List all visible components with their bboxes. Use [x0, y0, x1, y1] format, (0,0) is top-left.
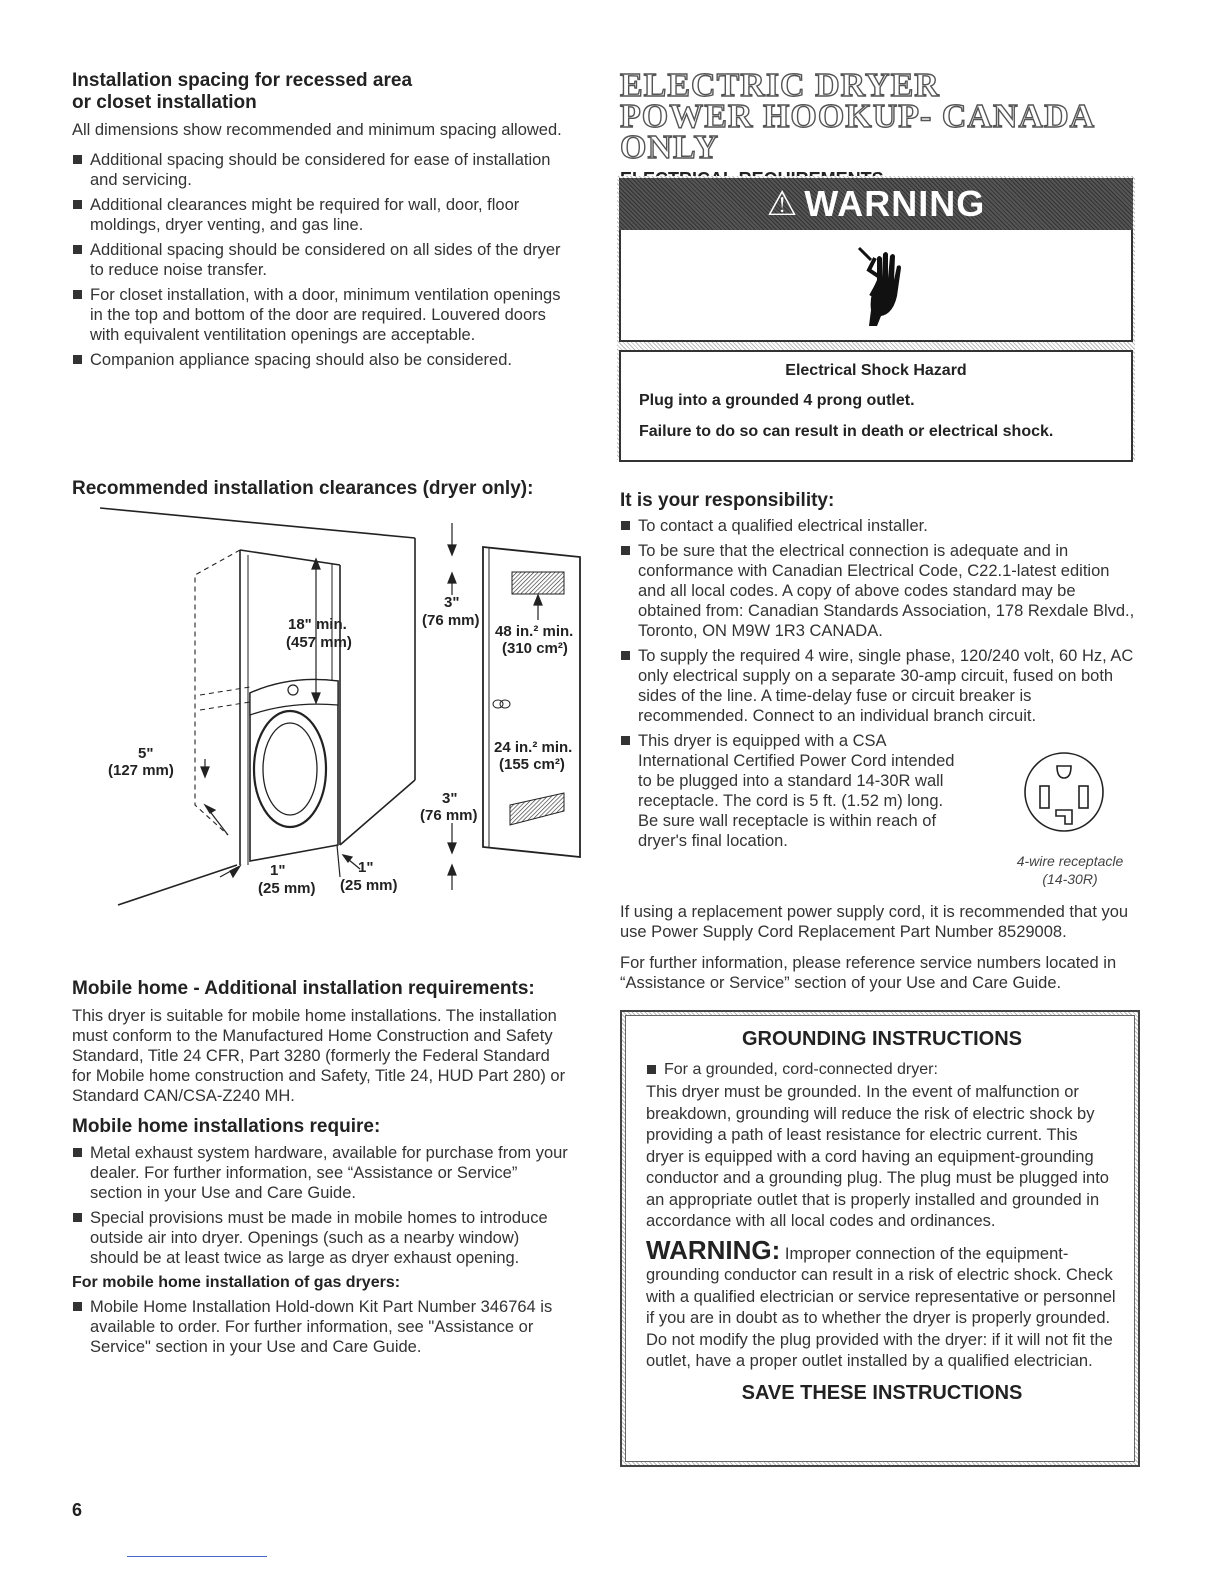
warning-line-1: Plug into a grounded 4 prong outlet.: [639, 392, 915, 409]
page-number: 6: [72, 1500, 83, 1520]
list-item: For closet installation, with a door, minimum ventilation openings in the top and bottom of the door are required. Louvered doors with equivalent ventilitation openings are acceptable.: [72, 285, 562, 345]
warning-bar: [619, 178, 1133, 230]
closet-door: [483, 547, 580, 857]
list-item: To be sure that the electrical connection is adequate and in conformance with Canadian Electrical Code, C22.1-latest edition and all local codes. A copy of above codes standard may be obtained from: Canadian Standards Association, 178 Rexdale Blvd., Toronto, ON M9W 1R3 CANADA.: [620, 541, 1140, 641]
mobile-text: This dryer is suitable for mobile home installations. The installation must conform to the Manufactured Home Construction and Safety Standard, Title 24 CFR, Part 3280 (formerly the Federal Standard for Mobile home construction and Safety, Title 24, HUD Part 280) or Standard CAN/CSA-Z240 MH.: [72, 1007, 566, 1105]
grounding-warning: [646, 1234, 1118, 1373]
receptacle-icon: [1022, 750, 1106, 834]
replacement-text: If using a replacement power supply cord, it is recommended that you use Power Supply Cord Replacement Part Number 8529008.: [620, 903, 1129, 941]
further-info-text: For further information, please reference service numbers located in “Assistance or Service” section of your Use and Care Guide.: [620, 954, 1117, 992]
gas-title: For mobile home installation of gas dryers:: [72, 1274, 401, 1291]
bottom-right-in: 1": [358, 859, 374, 876]
list-item: To contact a qualified electrical installer.: [620, 516, 1140, 536]
warning-line-2: Failure to do so can result in death or electrical shock.: [639, 423, 1054, 440]
grounding-bullet-list: [646, 1060, 1118, 1080]
right-header: [620, 67, 1160, 190]
top-dim-in: 18" min.: [288, 616, 347, 633]
list-item: Metal exhaust system hardware, available for purchase from your dealer. For further information, see “Assistance or Service” section in your Use and Care Guide.: [72, 1143, 572, 1203]
shock-hazard-icon: [841, 240, 911, 330]
vent-bot-cm: (155 cm²): [499, 756, 565, 773]
door-top-mm: (76 mm): [422, 612, 480, 629]
list-item: Additional spacing should be considered on all sides of the dryer to reduce noise transfer.: [72, 240, 562, 280]
gas-list: [72, 1297, 572, 1357]
grounding-title: GROUNDING INSTRUCTIONS: [742, 1028, 1022, 1050]
dryer-illustration: [250, 680, 338, 862]
closet-intro: All dimensions show recommended and minimum spacing allowed.: [72, 121, 562, 139]
clearance-diagram: [100, 505, 590, 915]
grounding-warning-word: WARNING:: [646, 1234, 781, 1265]
save-instructions: SAVE THESE INSTRUCTIONS: [741, 1381, 1023, 1404]
door-bot-in: 3": [442, 790, 458, 807]
list-item: For a grounded, cord-connected dryer:: [646, 1060, 1118, 1080]
title-line-1: ELECTRIC DRYER: [620, 67, 940, 104]
mobile-req-title: Mobile home installations require:: [72, 1116, 381, 1137]
list-item: This dryer is equipped with a CSA International Certified Power Cord intended to be plugged into a standard 14-30R wall receptacle. The cord is 5 ft. (1.52 m) long. Be sure wall receptacle is within reach of dryer's final location.: [620, 731, 960, 851]
vent-top-cm: (310 cm²): [502, 640, 568, 657]
floor-edge: [340, 780, 415, 845]
top-dim-mm: (457 mm): [286, 634, 352, 651]
list-item: Special provisions must be made in mobile homes to introduce outside air into dryer. Openings (such as a nearby window) should be at least twice as large as dryer exhaust opening.: [72, 1208, 572, 1268]
mobile-section: [72, 978, 572, 1362]
shock-icon-panel: [619, 230, 1133, 342]
door-top-in: 3": [444, 594, 460, 611]
vent-top-in: 48 in.² min.: [495, 623, 574, 640]
responsibility-title: It is your responsibility:: [620, 490, 835, 511]
grounding-inner: [625, 1015, 1135, 1462]
receptacle-caption: [1000, 852, 1140, 888]
bottom-right-mm: (25 mm): [340, 877, 398, 894]
wall-top-line: [100, 508, 415, 538]
title-line-2: POWER HOOKUP- CANADA ONLY: [620, 98, 1094, 166]
mobile-req-list: [72, 1143, 572, 1268]
divider: [127, 1556, 267, 1557]
closet-bullet-list: [72, 150, 562, 370]
mobile-title: Mobile home - Additional installation requirements:: [72, 978, 535, 999]
door-bot-mm: (76 mm): [420, 807, 478, 824]
receptacle-caption-line-1: 4-wire receptacle: [1016, 853, 1124, 869]
grounding-warning-text: Improper connection of the equipment-grounding conductor can result in a risk of electric shock. Check with a qualified electrician or service representative or personnel if you are in doubt as to whether the dryer is properly grounded. Do not modify the plug provided with the dryer: if it will not fit the outlet, have a proper outlet installed by a qualified electrician.: [646, 1244, 1116, 1370]
floor-front-line: [118, 865, 237, 905]
warning-text-panel: [619, 350, 1133, 462]
side-dim-in: 5": [138, 745, 154, 762]
side-dim-mm: (127 mm): [108, 762, 174, 779]
closet-title-line-1: Installation spacing for recessed area: [72, 70, 413, 91]
grounding-box: [620, 1010, 1140, 1467]
list-item: Additional spacing should be considered for ease of installation and servicing.: [72, 150, 562, 190]
warning-triangle-icon: ⚠: [766, 185, 799, 223]
list-item: Companion appliance spacing should also be considered.: [72, 350, 562, 370]
list-item: To supply the required 4 wire, single phase, 120/240 volt, 60 Hz, AC only electrical supply on a separate 30-amp circuit, fused on both sides of the line. A time-delay fuse or circuit breaker is recommended. Connect to an individual branch circuit.: [620, 646, 1140, 726]
clearances-title: Recommended installation clearances (dryer only):: [72, 478, 534, 499]
list-item: Additional clearances might be required for wall, door, floor moldings, dryer venting, and gas line.: [72, 195, 562, 235]
closet-section: [72, 70, 562, 375]
bottom-left-in: 1": [270, 862, 286, 879]
grounding-body: This dryer must be grounded. In the event of malfunction or breakdown, grounding will reduce the risk of electric shock by providing a path of least resistance for electric current. This dryer is equipped with a cord having an equipment-grounding conductor and a grounding plug. The plug must be plugged into an appropriate outlet that is properly installed and grounded in accordance with all local codes and ordinances.: [646, 1083, 1109, 1230]
warning-label: WARNING: [804, 183, 986, 224]
bottom-left-mm: (25 mm): [258, 880, 316, 897]
hazard-title: Electrical Shock Hazard: [785, 362, 967, 379]
warning-box: [617, 176, 1135, 460]
closet-title-line-2: or closet installation: [72, 92, 257, 113]
receptacle-caption-line-2: (14-30R): [1042, 871, 1098, 887]
list-item: Mobile Home Installation Hold-down Kit Part Number 346764 is available to order. For further information, see "Assistance or Service" section in your Use and Care Guide.: [72, 1297, 572, 1357]
vent-bot-in: 24 in.² min.: [494, 739, 573, 756]
